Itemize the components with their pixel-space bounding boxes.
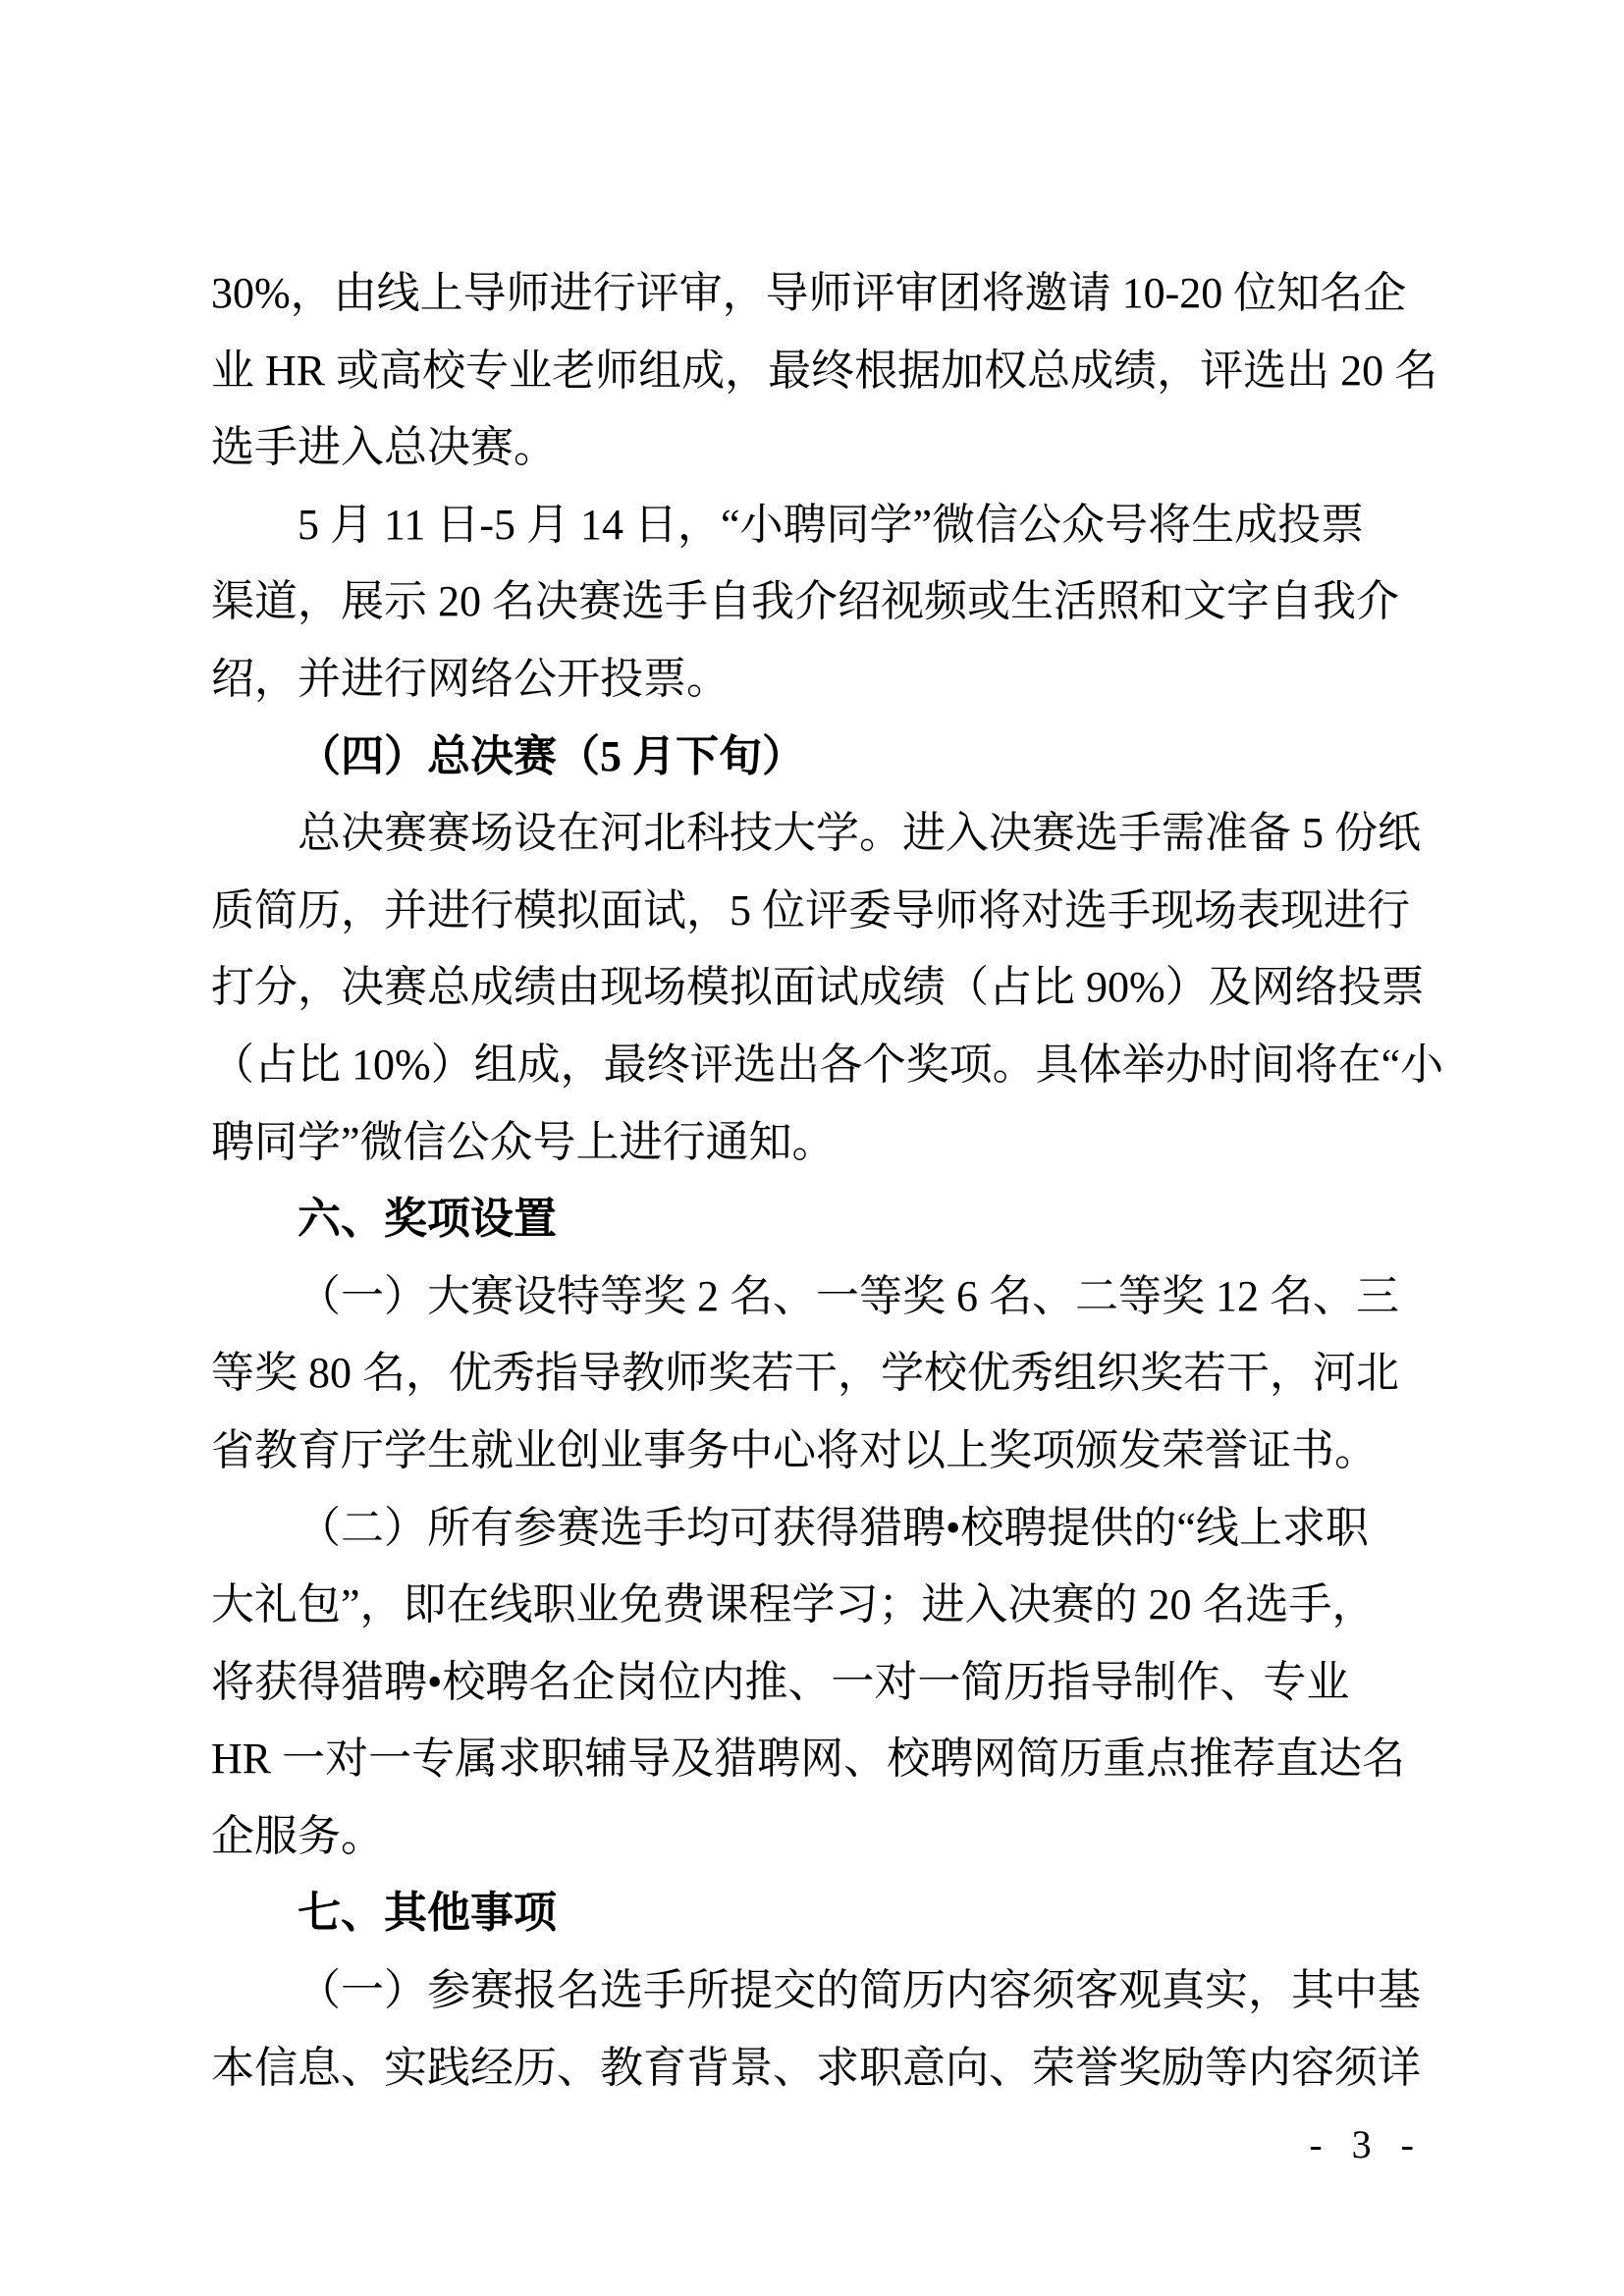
text-line: 业 HR 或高校专业老师组成，最终根据加权总成绩，评选出 20 名 xyxy=(211,346,1438,395)
text-line: 大礼包”，即在线职业免费课程学习；进入决赛的 20 名选手， xyxy=(211,1580,1376,1629)
text-line: 30%，由线上导师进行评审，导师评审团将邀请 10-20 位知名企 xyxy=(211,269,1407,317)
text-line: 打分，决赛总成绩由现场模拟面试成绩（占比 90%）及网络投票 xyxy=(211,963,1425,1012)
text-line: HR 一对一专属求职辅导及猎聘网、校聘网简历重点推荐直达名 xyxy=(211,1735,1406,1784)
text-line: 质简历，并进行模拟面试，5 位评委导师将对选手现场表现进行 xyxy=(211,885,1410,934)
text-line: （占比 10%）组成，最终评选出各个奖项。具体举办时间将在“小 xyxy=(211,1040,1444,1089)
page-number: - 3 - xyxy=(1309,2122,1424,2167)
subsection-heading-final: （四）总决赛（5 月下旬） xyxy=(298,731,805,780)
text-line: 总决赛赛场设在河北科技大学。进入决赛选手需准备 5 份纸 xyxy=(298,809,1421,858)
text-line: 绍，并进行网络公开投票。 xyxy=(211,654,730,703)
text-line: 省教育厅学生就业创业事务中心将对以上奖项颁发荣誉证书。 xyxy=(211,1425,1378,1474)
text-line: （一）参赛报名选手所提交的简历内容须客观真实，其中基 xyxy=(298,1966,1421,2015)
text-line: 渠道，展示 20 名决赛选手自我介绍视频或生活照和文字自我介 xyxy=(211,577,1399,626)
text-line: 企服务。 xyxy=(211,1811,384,1860)
text-line: 本信息、实践经历、教育背景、求职意向、荣誉奖励等内容须详 xyxy=(211,2043,1421,2092)
text-line: 将获得猎聘•校聘名企岗位内推、一对一简历指导制作、专业 xyxy=(211,1657,1350,1706)
text-line: 选手进入总决赛。 xyxy=(211,423,557,472)
section-heading-awards: 六、奖项设置 xyxy=(298,1195,557,1244)
text-line: 聘同学”微信公众号上进行通知。 xyxy=(211,1117,836,1166)
text-line: 5 月 11 日-5 月 14 日，“小聘同学”微信公众号将生成投票 xyxy=(298,500,1365,549)
text-line: 等奖 80 名，优秀指导教师奖若干，学校优秀组织奖若干，河北 xyxy=(211,1349,1399,1398)
text-line: （一）大赛设特等奖 2 名、一等奖 6 名、二等奖 12 名、三 xyxy=(298,1271,1399,1320)
text-line: （二）所有参赛选手均可获得猎聘•校聘提供的“线上求职 xyxy=(298,1503,1369,1552)
section-heading-other: 七、其他事项 xyxy=(298,1889,557,1938)
document-body xyxy=(211,255,1444,2184)
